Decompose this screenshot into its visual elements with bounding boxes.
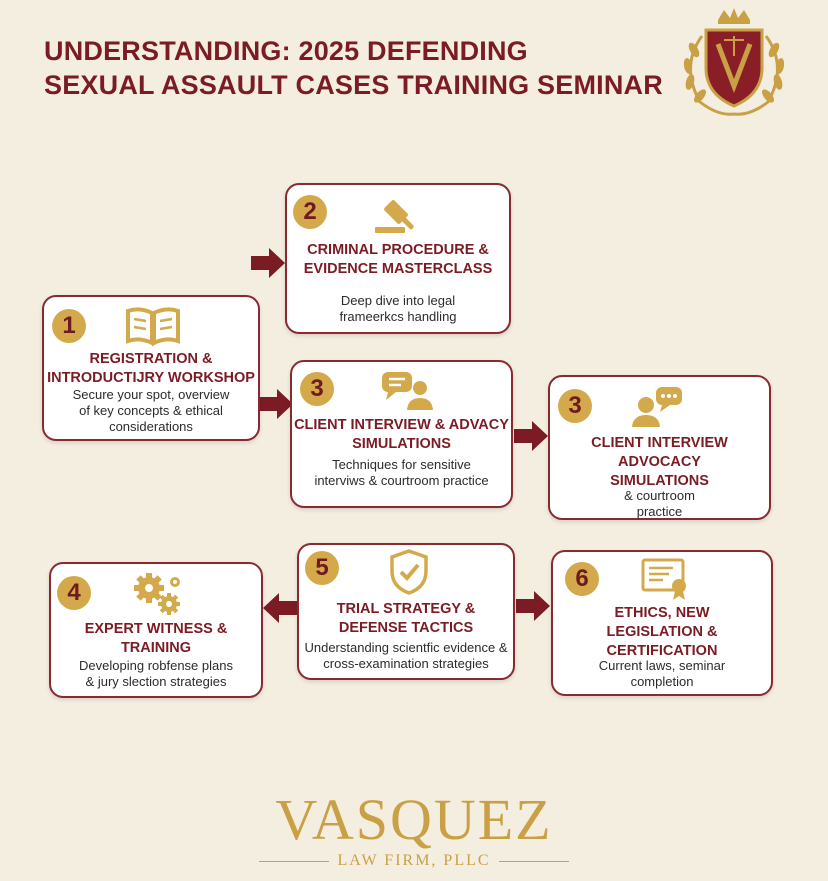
step-number: 6 — [565, 562, 599, 596]
step-description: Secure your spot, overview of key concepts & ethical considerations — [72, 387, 230, 434]
step-number: 3 — [300, 372, 334, 406]
arrow-step-5-to-4 — [263, 593, 297, 623]
step-card-4 — [49, 562, 263, 698]
step-number: 2 — [293, 195, 327, 229]
step-title: TRIAL STRATEGY & DEFENSE TACTICS — [336, 601, 476, 636]
step-card-2 — [285, 183, 511, 334]
step-description: Techniques for sensitive interviws & courtroom practice — [314, 457, 489, 488]
book-icon — [124, 305, 182, 347]
chat-user-icon — [380, 370, 434, 410]
step-card-5 — [297, 543, 515, 680]
step-number: 3 — [558, 389, 592, 423]
chat-user-icon — [632, 385, 684, 427]
brand-logo — [0, 787, 828, 870]
step-number: 1 — [52, 309, 86, 343]
step-title: REGISTRATION & INTRODUCTIJRY WORKSHOP — [47, 351, 255, 386]
step-description: Current laws, seminar completion — [598, 658, 726, 689]
step-description: & courtroom practice — [624, 488, 695, 519]
step-description: Deep dive into legal frameerkcs handling — [339, 293, 457, 324]
step-number: 4 — [57, 576, 91, 610]
step-title: CLIENT INTERVIEW ADVOCACY SIMULATIONS — [591, 435, 728, 489]
brand-rule-right — [499, 861, 569, 862]
step-title: EXPERT WITNESS & TRAINING — [84, 621, 228, 656]
step-title: CRIMINAL PROCEDURE & EVIDENCE MASTERCLASS — [303, 242, 493, 277]
arrow-step-5-to-6 — [516, 591, 550, 621]
title-line-2: SEXUAL ASSAULT CASES TRAINING SEMINAR — [44, 70, 663, 100]
gavel-icon — [373, 197, 427, 235]
step-card-1 — [42, 295, 260, 441]
law-firm-crest-logo — [672, 6, 796, 122]
step-title: ETHICS, NEW LEGISLATION & CERTIFICATION — [606, 605, 718, 659]
step-description: Developing robfense plans & jury slection strategies — [79, 658, 233, 689]
brand-subtitle-text: LAW FIRM, PLLC — [337, 852, 491, 869]
arrow-to-step-2 — [251, 248, 285, 278]
step-title: CLIENT INTERVIEW & ADVACY SIMULATIONS — [294, 417, 509, 452]
arrow-step-1-to-3 — [259, 389, 293, 419]
step-description: Understanding scientfic evidence & cross-examination strategies — [304, 640, 508, 671]
arrow-step-3-to-3b — [514, 421, 548, 451]
step-number: 5 — [305, 551, 339, 585]
brand-name: VASQUEZ — [275, 787, 553, 852]
gears-icon — [133, 572, 183, 616]
title-line-1: UNDERSTANDING: 2025 DEFENDING — [44, 36, 528, 66]
page-title — [44, 34, 674, 102]
certificate-icon — [641, 558, 691, 600]
step-card-6 — [551, 550, 773, 696]
step-card-3b — [548, 375, 771, 520]
shield-check-icon — [389, 549, 429, 595]
step-card-3 — [290, 360, 513, 508]
brand-rule-left — [259, 861, 329, 862]
brand-subtitle — [0, 852, 828, 870]
